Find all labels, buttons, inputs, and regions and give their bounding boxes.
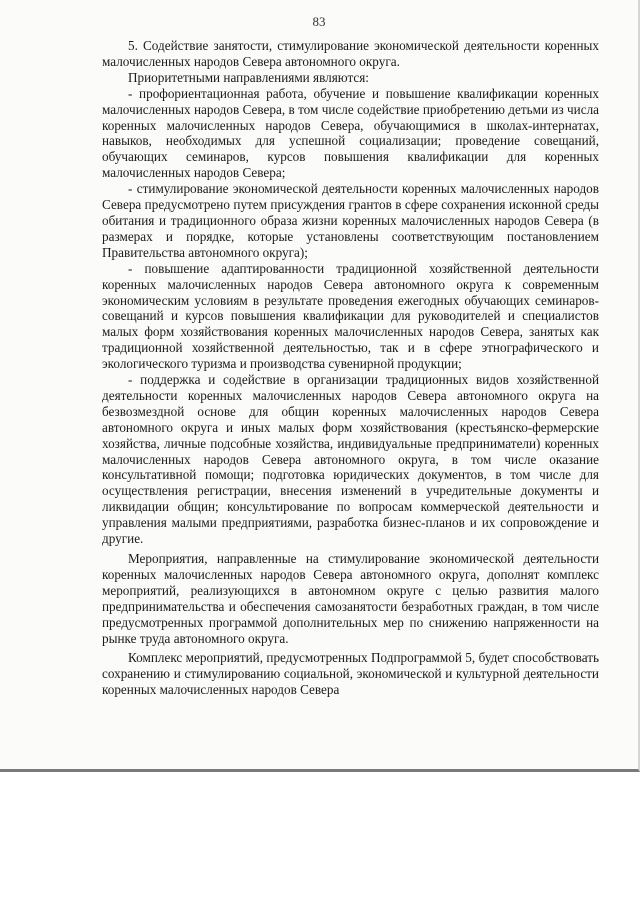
list-item-adaptation: - повышение адаптированности традиционной хозяйственной деятельности коренных малочисленных народов Севера автономного округа к современным экономическим условиям в результате проведения ежегодных обучающих семинаров-совещаний и курсов повышения квалификации для руководителей и специалистов малых форм хозяйствования коренных малочисленных народов Севера, занятых как традиционной хозяйственной деятельностью, так и в сфере этнографического и экологического туризма и производства сувенирной продукции; xyxy=(102,260,599,372)
list-item-support: - поддержка и содействие в организации традиционных видов хозяйственной деятельности коренных малочисленных народов Севера автономного округа на безвозмездной основе для общин коренных малочисленных народов Севера автономного округа и иных малых форм хозяйствования (крестьянско-фермерские хозяйства, личные подсобные хозяйства, индивидуальные предприниматели) коренных малочисленных народов Севера автономного округа, в том числе оказание консультативной помощи; подготовка юридических документов, в том числе для осуществления регистрации, внесения изменений в учредительные документы и ликвидации общин; консультирование по вопросам коммерческой деятельности и управления малыми предприятиями, разработка бизнес-планов и их сопровождение и другие. xyxy=(102,372,599,547)
blank-area xyxy=(0,772,640,905)
list-item-economic-stimulation: - стимулирование экономической деятельности коренных малочисленных народов Севера предусмотрено путем присуждения грантов в сфере сохранения исконной среды обитания и традиционного образа жизни коренных малочисленных народов Севера (в размерах и порядке, которые установлены соответствующим постановлением Правительства автономного округа); xyxy=(102,181,599,260)
section-heading-paragraph: 5. Содействие занятости, стимулирование экономической деятельности коренных малочисленных народов Севера автономного округа. xyxy=(102,38,599,69)
complex-paragraph: Комплекс мероприятий, предусмотренных Подпрограммой 5, будет способствовать сохранению и стимулированию социальной, экономической и культурной деятельности коренных малочисленных народов Севера xyxy=(102,650,599,698)
priorities-intro: Приоритетными направлениями являются: xyxy=(128,69,369,85)
list-item-career-guidance: - профориентационная работа, обучение и повышение квалификации коренных малочисленных народов Севера, в том числе содействие приобретению детьми из числа коренных малочисленных народов Севера, обучающимися в школах-интернатах, навыков, необходимых для успешной социализации; проведение совещаний, обучающих семинаров, курсов повышения квалификации для коренных малочисленных народов Севера; xyxy=(102,85,599,181)
page-number: 83 xyxy=(312,14,326,29)
document-body xyxy=(102,38,599,698)
measures-paragraph: Мероприятия, направленные на стимулирование экономической деятельности коренных малочисленных народов Севера автономного округа, дополнят комплекс мероприятий, реализующихся в автономном округе с целью развития малого предпринимательства и обеспечения самозанятости безработных граждан, в том числе предусмотренных программой дополнительных мер по снижению напряженности на рынке труда автономного округа. xyxy=(102,551,599,646)
